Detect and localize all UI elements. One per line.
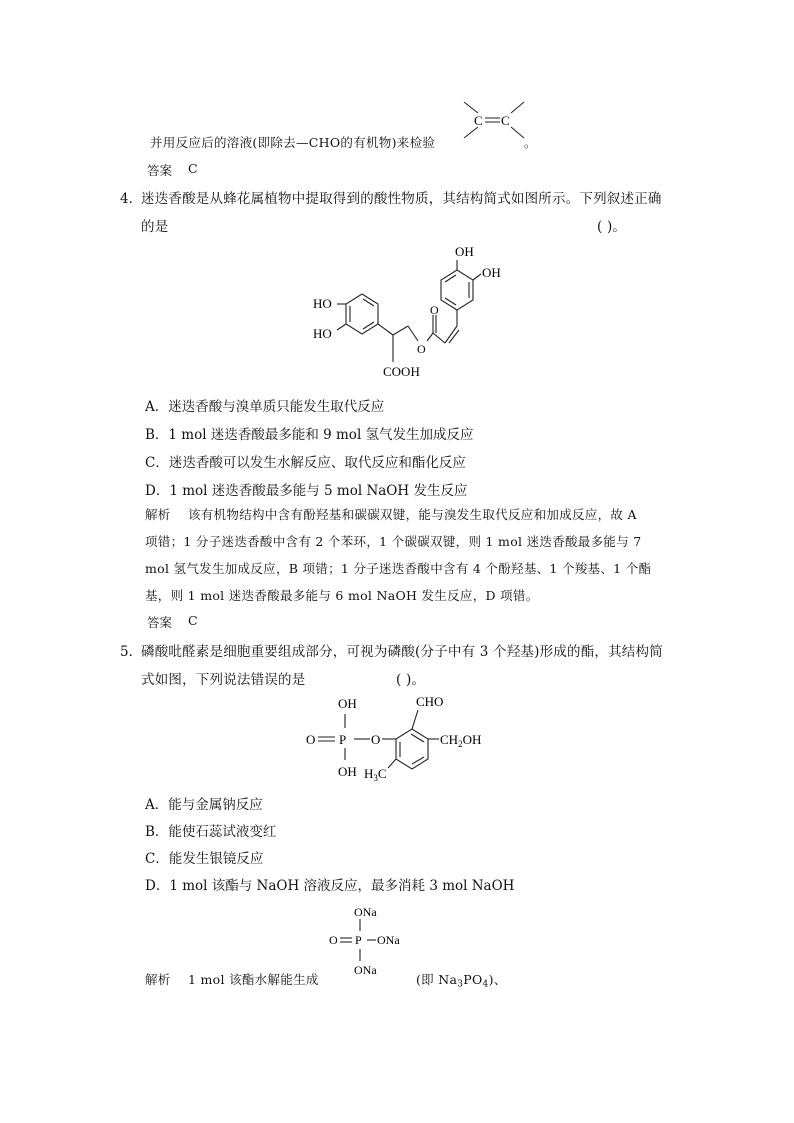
rosmarinic-acid-structure [305,240,525,385]
q5-number: 5． [120,644,143,660]
q4-answer-blank: ( )。 [597,219,627,235]
pyridoxal-ch2oh: $CH_2OH$ [440,732,482,749]
q5-option-c: C．能发生银镜反应 [145,851,264,867]
q4-stem-line1: 迷迭香酸是从蜂花属植物中提取得到的酸性物质，其结构简式如图所示。下列叙述正确 [141,191,662,207]
ethylene-carbon-2: C [501,113,510,128]
q4-explanation-line4: 基，则 1 mol 迷迭香酸最多能与 6 mol NaOH 发生反应，D 项错。 [145,588,539,603]
q4-answer-value: C [188,613,198,628]
prev-answer-value: C [188,161,198,176]
pyridoxal-h3c: $H_3C$ [364,766,387,783]
phosphate-double-o: O [306,732,316,747]
q5-explanation-label: 解析 [145,972,171,987]
q5-explanation-paren: (即 $Na_3PO_4$)、 [416,972,507,990]
sodium-phosphate-o: O [329,933,338,947]
q4-option-b: B．1 mol 迷迭香酸最多能和 9 mol 氢气发生加成反应 [145,427,474,443]
rosmarinic-cooh: COOH [383,364,420,379]
rosmarinic-ho-upper: HO [313,296,332,311]
q4-explanation-line1: 该有机物结构中含有酚羟基和碳碳双键，能与溴发生取代反应和加成反应，故 A [188,507,637,522]
q5-option-a: A．能与金属钠反应 [145,797,263,813]
sodium-phosphate-ona-right: ONa [377,933,400,947]
q4-explanation-label: 解析 [145,507,171,522]
rosmarinic-oh-right: OH [482,265,501,280]
q5-explanation-text: 1 mol 该酯水解能生成 [188,972,319,987]
q4-number: 4． [120,191,143,207]
pyridoxal-cho: CHO [416,694,444,709]
q4-option-d: D．1 mol 迷迭香酸最多能与 5 mol NaOH 发生反应 [145,483,468,499]
sodium-phosphate-ona-bottom: ONa [354,963,377,977]
pyridoxal-phosphate-structure [302,690,532,790]
rosmarinic-carbonyl-o: O [430,303,439,317]
sodium-phosphate-structure [320,898,420,980]
q5-option-d: D．1 mol 该酯与 NaOH 溶液反应，最多消耗 3 mol NaOH [145,878,515,894]
rosmarinic-ester-o: O [417,342,426,356]
q5-stem-line2: 式如图，下列说法错误的是 [141,672,306,688]
q5-option-b: B．能使石蕊试液变红 [145,824,277,840]
q4-stem-line2: 的是 [141,219,169,235]
q4-explanation-line3: mol 氢气发生加成反应，B 项错；1 分子迷迭香酸中含有 4 个酚羟基、1 个羧基、1 个酯 [145,561,652,576]
q4-explanation-line2: 项错；1 分子迷迭香酸中含有 2 个苯环，1 个碳碳双键，则 1 mol 迷迭香酸最多能与 7 [145,534,642,549]
phosphate-oh-top: OH [338,696,357,711]
sodium-phosphate-ona-top: ONa [354,905,377,919]
prev-explanation-line: 并用反应后的溶液(即除去—CHO的有机物)来检验 [150,135,436,150]
q4-answer-label: 答案 [147,615,173,630]
phosphate-p: P [339,732,347,747]
phosphate-oh-bottom: OH [338,764,357,779]
prev-explanation-tail: 。 [524,135,537,150]
prev-answer-label: 答案 [147,163,173,178]
q4-option-a: A．迷迭香酸与溴单质只能发生取代反应 [145,399,385,415]
rosmarinic-ho-lower: HO [313,326,332,341]
rosmarinic-oh-top: OH [455,244,474,259]
phosphate-bridge-o: O [371,732,381,747]
q5-answer-blank: ( )。 [396,672,426,688]
ethylene-carbon-1: C [474,113,483,128]
sodium-phosphate-p: P [355,933,362,947]
q5-stem-line1: 磷酸吡醛素是细胞重要组成部分，可视为磷酸(分子中有 3 个羟基)形成的酯，其结构简 [141,644,663,660]
q4-option-c: C．迷迭香酸可以发生水解反应、取代反应和酯化反应 [145,455,466,471]
